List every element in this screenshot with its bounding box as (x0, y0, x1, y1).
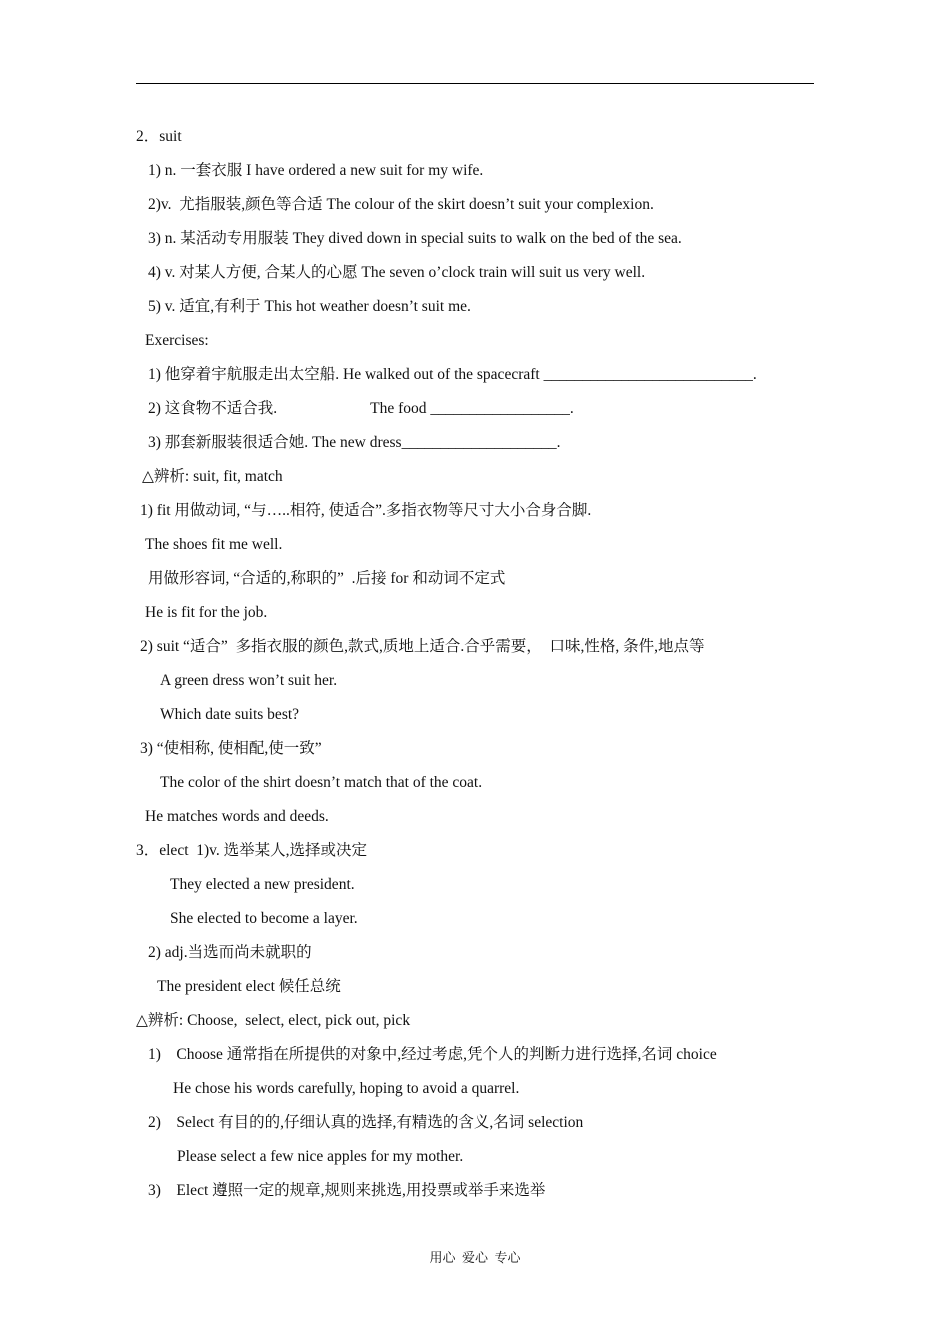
page-footer: 用心 爱心 专心 (429, 1250, 521, 1265)
exercises-heading: Exercises: (145, 332, 209, 349)
text-line: 用做形容词, “合适的,称职的” .后接 for 和动词不定式 (148, 570, 506, 587)
example-sentence: The shoes fit me well. (145, 536, 283, 553)
text-line: 2) adj.当选而尚未就职的 (148, 944, 312, 961)
section-heading-elect: 3．elect 1)v. 选举某人,选择或决定 (136, 842, 368, 859)
header-rule (136, 83, 814, 84)
example-sentence: He chose his words carefully, hoping to avoid a quarrel. (173, 1080, 520, 1097)
analysis-heading: △辨析: suit, fit, match (142, 468, 283, 485)
example-sentence: He is fit for the job. (145, 604, 268, 621)
exercise-item: 1) 他穿着宇航服走出太空船. He walked out of the spacecraft ___________________________. (148, 366, 757, 383)
example-sentence: He matches words and deeds. (145, 808, 329, 825)
example-sentence: The president elect 候任总统 (157, 978, 341, 995)
text-line: 5) v. 适宜,有利于 This hot weather doesn’t suit me. (148, 298, 471, 315)
text-line: 2)v. 尤指服装,颜色等合适 The colour of the skirt doesn’t suit your complexion. (148, 196, 654, 213)
exercise-item: 3) 那套新服装很适合她. The new dress____________________. (148, 434, 561, 451)
analysis-heading: △辨析: Choose, select, elect, pick out, pick (136, 1012, 411, 1029)
example-sentence: They elected a new president. (170, 876, 355, 893)
text-line: 1) fit 用做动词, “与…..相符, 使适合”.多指衣物等尺寸大小合身合脚. (140, 502, 592, 519)
text-line: 2) suit “适合” 多指衣服的颜色,款式,质地上适合.合乎需要， 口味,性格, 条件,地点等 (140, 638, 705, 655)
example-sentence: Which date suits best? (160, 706, 300, 723)
text-line: 3) “使相称, 使相配,使一致” (140, 740, 322, 757)
text-line: 1) Choose 通常指在所提供的对象中,经过考虑,凭个人的判断力进行选择,名词 choice (148, 1046, 717, 1063)
example-sentence: Please select a few nice apples for my mother. (177, 1148, 464, 1165)
example-sentence: The color of the shirt doesn’t match that of the coat. (160, 774, 483, 791)
section-heading-suit: 2．suit (136, 128, 182, 145)
text-line: 4) v. 对某人方便, 合某人的心愿 The seven o’clock train will suit us very well. (148, 264, 646, 281)
example-sentence: She elected to become a layer. (170, 910, 358, 927)
text-line: 3) n. 某活动专用服装 They dived down in special suits to walk on the bed of the sea. (148, 230, 682, 247)
example-sentence: A green dress won’t suit her. (160, 672, 338, 689)
text-line: 1) n. 一套衣服 I have ordered a new suit for my wife. (148, 162, 484, 179)
exercise-item: 2) 这食物不适合我. The food __________________. (148, 400, 574, 417)
text-line: 3) Elect 遵照一定的规章,规则来挑选,用投票或举手来选举 (148, 1182, 546, 1199)
text-line: 2) Select 有目的的,仔细认真的选择,有精选的含义,名词 selection (148, 1114, 584, 1131)
